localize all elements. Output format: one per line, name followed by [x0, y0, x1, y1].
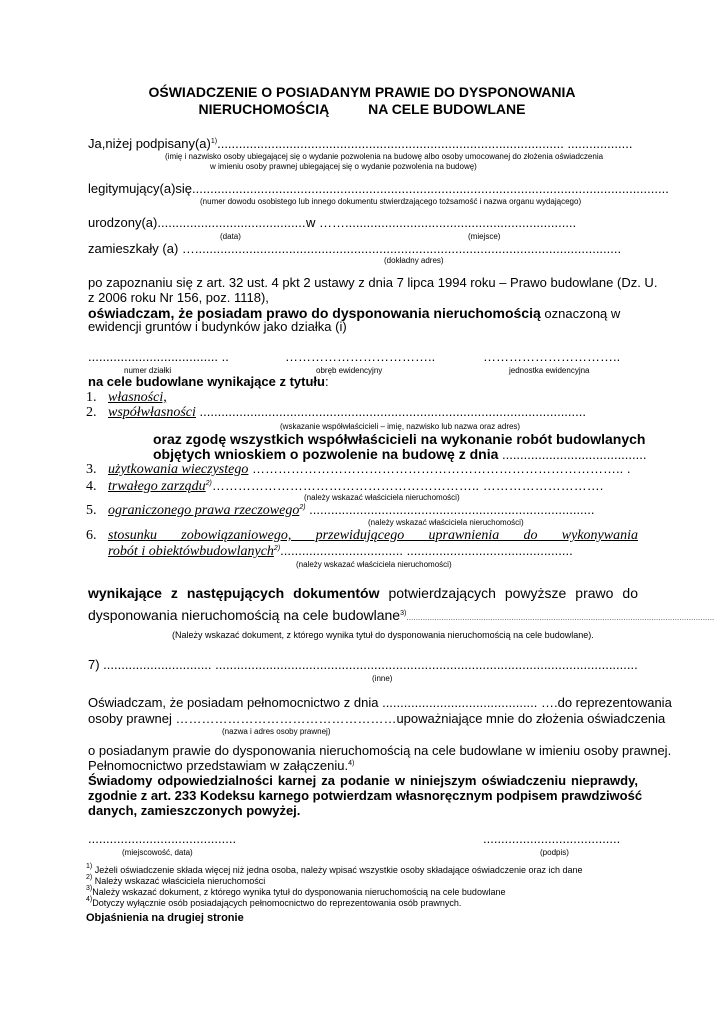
permanent-management-label: trwałego zarządu	[108, 479, 206, 494]
poa-line4	[88, 759, 354, 774]
footnote	[86, 898, 461, 908]
footnote-mark: 4)	[86, 896, 93, 903]
co-ownership-hint: (wskazanie współwłaścicieli – imię, nazwisko lub nazwa oraz adres)	[280, 422, 521, 431]
permanent-management-dots: …………………………………………………….. ……………………….	[211, 478, 604, 493]
co-ownership-option[interactable]	[108, 405, 586, 421]
liability-statement-line2: zgodnie z art. 233 Kodeksu karnego potwierdzam własnoręcznym podpisem prawdziwość	[88, 788, 643, 803]
footnote	[86, 865, 583, 875]
permanent-management-hint: (należy wskazać właściciela nieruchomości)	[304, 493, 460, 502]
footnote-ref: 2)	[273, 545, 281, 552]
ownership-option[interactable]: własności,	[108, 390, 167, 405]
parcel-precinct-hint: obręb ewidencyjny	[316, 366, 383, 375]
parcel-unit-hint: jednostka ewidencyjna	[509, 366, 590, 375]
other-field[interactable]: 7) .............................. .....................................................................................................................	[88, 657, 638, 672]
parcel-precinct-field[interactable]: ……………………………..	[285, 349, 436, 364]
explanations-note: Objaśnienia na drugiej stronie	[86, 912, 244, 924]
purpose-heading	[88, 375, 329, 390]
signature-hint: (podpis)	[540, 848, 569, 857]
footnote-text: Należy wskazać dokument, z którego wynika tytuł do dysponowania nieruchomością na cele budowlane	[92, 887, 506, 897]
parcel-number-hint: numer działki	[124, 366, 172, 375]
address-field[interactable]: zamieszkały (a) …......................................................................................................................	[88, 241, 622, 256]
item-number: 3.	[86, 462, 97, 477]
applicant-dots: ................................................................................................ ..................	[217, 136, 633, 151]
footnote-ref: 1)	[210, 138, 218, 145]
footnote-ref: 4)	[348, 760, 355, 767]
document-title-line2: NIERUCHOMOŚCIĄ NA CELE BUDOWLANE	[198, 101, 526, 117]
applicant-field[interactable]	[88, 137, 632, 152]
declaration-bold: oświadczam, że posiadam prawo do dysponowania nieruchomością	[88, 305, 541, 321]
footnote-text: Należy wskazać właściciela nieruchomości	[92, 876, 266, 886]
item-number: 4.	[86, 479, 97, 494]
documents-bold: wynikające z następujących dokumentów	[88, 585, 380, 601]
intro-line: po zapoznaniu się z art. 32 ust. 4 pkt 2 ustawy z dnia 7 lipca 1994 roku – Prawo budowlane (Dz. U.	[88, 275, 658, 290]
liability-statement-line3: danych, zamieszczonych powyżej.	[88, 803, 301, 818]
poa-line[interactable]: Oświadczam, że posiadam pełnomocnictwo z dnia ........................................... ….do reprezentowania	[88, 695, 672, 710]
co-ownership-dots: ...........................................................................................................	[195, 404, 586, 419]
limited-property-right-label: ograniczonego prawa rzeczowego	[108, 503, 300, 518]
liability-statement: Świadomy odpowiedzialności karnej za podanie w niniejszym oświadczeniu nieprawdy,	[88, 773, 638, 788]
item-number: 2.	[86, 405, 97, 420]
footnote-text: Dotyczy wyłącznie osób posiadających pełnomocnictwo do reprezentowania osób prawnych.	[92, 898, 462, 908]
perpetual-usufruct-label: użytkowania wieczystego	[108, 462, 249, 477]
place-date-field[interactable]: .........................................	[88, 831, 237, 846]
purpose-bold: na cele budowlane wynikające z tytułu	[88, 374, 325, 389]
applicant-label: Ja,niżej podpisany(a)	[88, 136, 211, 151]
perpetual-usufruct-dots: ………………………………………………………………………….. .	[248, 461, 631, 476]
co-ownership-label: współwłasności	[108, 405, 196, 420]
perpetual-usufruct-option[interactable]	[108, 462, 630, 478]
parcel-intro: ewidencji gruntów i budynków jako działka (i)	[88, 319, 347, 334]
obligation-relationship-dots: .................................. ..............................................	[280, 543, 573, 558]
documents-label: dysponowania nieruchomością na cele budowlane	[88, 607, 401, 623]
birth-place-hint: (miejsce)	[468, 232, 501, 241]
poa-line3: o posiadanym prawie do dysponowania nieruchomością na cele budowlane w imieniu osoby prawnej.	[88, 743, 672, 758]
birth-place-field[interactable]: w ……................................................................	[306, 215, 577, 230]
id-document-label: legitymujący(a)się	[88, 181, 193, 196]
item-number: 1.	[86, 390, 97, 405]
parcel-unit-field[interactable]: …………………………..	[483, 349, 621, 364]
id-document-hint: (numer dowodu osobistego lub innego dokumentu stwierdzającego tożsamość i nazwa organu wydającego)	[200, 197, 582, 206]
consent-date-dots: ........................................	[498, 447, 647, 462]
footnote-mark: 3)	[86, 885, 93, 892]
documents-rest: potwierdzających powyższe prawo do	[379, 585, 639, 601]
document-title: OŚWIADCZENIE O POSIADANYM PRAWIE DO DYSPONOWANIA	[148, 84, 576, 100]
birth-date-hint: (data)	[220, 232, 241, 241]
limited-property-right-option[interactable]	[108, 503, 595, 519]
obligation-relationship-hint: (należy wskazać właściciela nieruchomości)	[296, 560, 452, 569]
obligation-relationship-option[interactable]: stosunku zobowiązaniowego, przewidującego uprawnienia do wykonywania	[108, 528, 638, 543]
limited-property-right-hint: (należy wskazać właściciela nieruchomości)	[368, 518, 524, 527]
obligation-relationship-label: robót i obiektówbudowlanych	[108, 544, 274, 559]
applicant-hint2: w imieniu osoby prawnej ubiegającej się o wydanie pozwolenia na budowę)	[210, 162, 477, 171]
item-number: 6.	[86, 528, 97, 543]
footnote-ref: 2)	[299, 504, 306, 511]
footnote-text: Jeżeli oświadczenie składa więcej niż jedna osoba, należy wpisać wszystkie osoby składające oświadczenie oraz ich dane	[92, 865, 583, 875]
footnote-mark: 2)	[86, 874, 93, 881]
poa-attachment-text: Pełnomocnictwo przedstawiam w załączeniu.	[88, 758, 349, 773]
footnote-ref: 3)	[400, 610, 407, 617]
limited-property-right-dots: ...............................................................................	[305, 502, 595, 517]
obligation-relationship-line2[interactable]	[108, 544, 573, 560]
footnote	[86, 887, 505, 897]
consent-bold: objętych wnioskiem o pozwolenie na budowę z dnia	[153, 446, 499, 462]
address-hint: (dokładny adres)	[384, 256, 444, 265]
place-date-hint: (miejscowość, data)	[122, 848, 193, 857]
birth-date-field[interactable]: urodzony(a).........................................	[88, 215, 306, 230]
documents-field[interactable]	[88, 607, 714, 623]
item-number: 5.	[86, 503, 97, 518]
documents-line	[88, 585, 638, 601]
signature-field[interactable]: ......................................	[483, 831, 621, 846]
declaration-rest: oznaczoną w	[540, 306, 621, 321]
documents-dots: ……………………………………………………………………………………………………………………	[406, 615, 715, 622]
consent-line: oraz zgodę wszystkich współwłaścicieli na wykonanie robót budowlanych	[153, 431, 646, 447]
purpose-colon: :	[324, 374, 329, 389]
intro-line2: z 2006 roku Nr 156, poz. 1118),	[88, 290, 269, 305]
applicant-hint: (imię i nazwisko osoby ubiegającej się o wydanie pozwolenia na budowę albo osoby umocowanej do złożenia oświadczenia	[165, 152, 604, 161]
id-document-field[interactable]	[88, 182, 669, 197]
poa-line2[interactable]: osoby prawnej ……………………………………………upoważniające mnie do złożenia oświadczenia	[88, 711, 666, 726]
parcel-number-field[interactable]: .................................... ..	[88, 349, 229, 364]
footnote-ref: 2)	[205, 480, 212, 487]
footnote	[86, 876, 265, 886]
id-document-dots: ....................................................................................................................................	[192, 181, 669, 196]
other-hint: (inne)	[372, 674, 393, 683]
footnote-mark: 1)	[86, 863, 93, 870]
poa-hint: (nazwa i adres osoby prawnej)	[222, 727, 331, 736]
documents-hint: (Należy wskazać dokument, z którego wynika tytuł do dysponowania nieruchomością na cele budowlane).	[172, 630, 594, 640]
